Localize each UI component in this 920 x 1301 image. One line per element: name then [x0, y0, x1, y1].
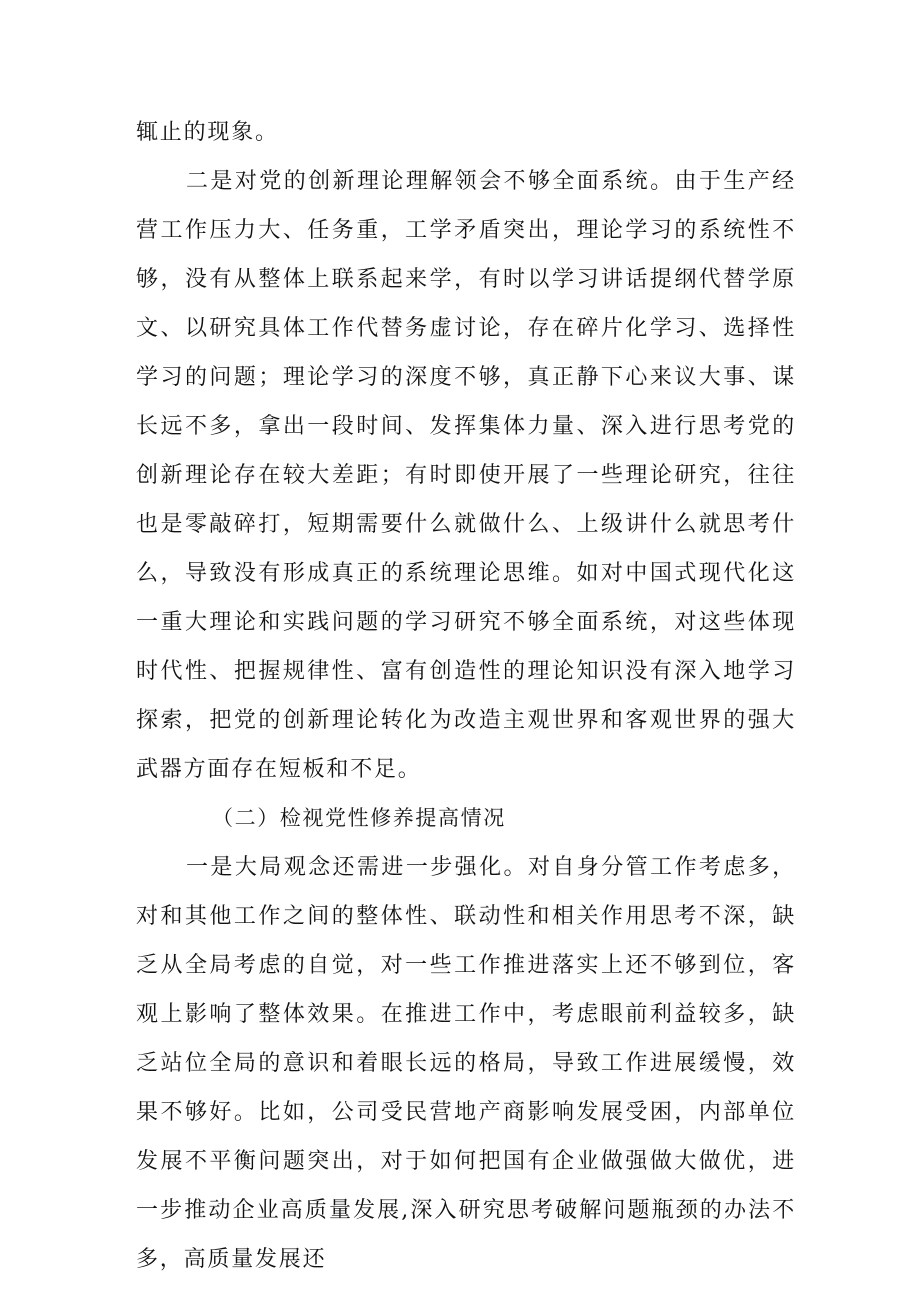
section-heading: （二）检视党性修养提高情况 — [212, 806, 506, 830]
continued-paragraph: 辄止的现象。 — [136, 120, 279, 145]
document-body — [136, 108, 796, 1284]
overall-view-paragraph: 一是大局观念还需进一步强化。对自身分管工作考虑多，对和其他工作之间的整体性、联动性和相关作用思考不深，缺乏从全局考虑的自觉，对一些工作推进落实上还不够到位，客观上影响了整体效果。在推进工作中，考虑眼前利益较多，缺乏站位全局的意识和着眼长远的格局，导致工作进展缓慢，效果不够好。比如，公司受民营地产商影响发展受困，内部单位发展不平衡问题突出，对于如何把国有企业做强做大做优，进一步推动企业高质量发展,深入研究思考破解问题瓶颈的办法不多，高质量发展还 — [136, 855, 796, 1272]
theory-understanding-paragraph: 二是对党的创新理论理解领会不够全面系统。由于生产经营工作压力大、任务重，工学矛盾突出，理论学习的系统性不够，没有从整体上联系起来学，有时以学习讲话提纲代替学原文、以研究具体工作代替务虚讨论，存在碎片化学习、选择性学习的问题；理论学习的深度不够，真正静下心来议大事、谋长远不多，拿出一段时间、发挥集体力量、深入进行思考党的创新理论存在较大差距；有时即使开展了一些理论研究，往往也是零敲碎打，短期需要什么就做什么、上级讲什么就思考什么，导致没有形成真正的系统理论思维。如对中国式现代化这一重大理论和实践问题的学习研究不够全面系统，对这些体现时代性、把握规律性、富有创造性的理论知识没有深入地学习探索，把党的创新理论转化为改造主观世界和客观世界的强大武器方面存在短板和不足。 — [136, 169, 796, 782]
